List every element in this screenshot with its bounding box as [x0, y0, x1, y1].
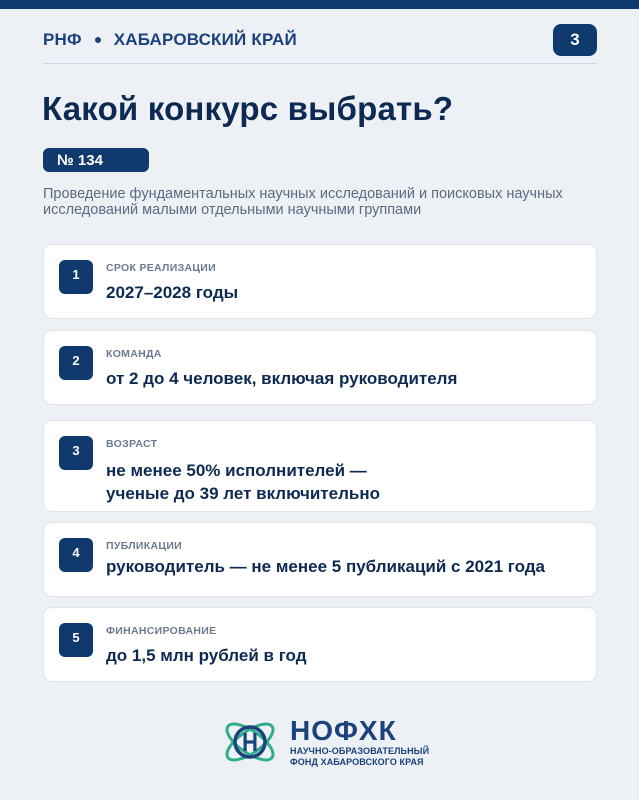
- card-value: не менее 50% исполнителей — ученые до 39 лет включительно: [106, 461, 380, 503]
- foundation-logo: [220, 712, 429, 772]
- card-publications: [43, 522, 597, 597]
- page-title: Какой конкурс выбрать?: [42, 90, 454, 127]
- card-value: руководитель — не менее 5 публикаций с 2021 года: [106, 557, 546, 576]
- logo-name: НОФХК: [290, 715, 397, 746]
- card-number: 1: [59, 260, 93, 294]
- top-accent-bar: [0, 0, 639, 9]
- card-funding: [43, 607, 597, 682]
- org-label: РНФ: [43, 30, 82, 49]
- card-value: до 1,5 млн рублей в год: [106, 646, 307, 665]
- card-number: 4: [59, 538, 93, 572]
- logo-subtitle-line2: ФОНД ХАБАРОВСКОГО КРАЯ: [290, 757, 424, 767]
- header: [43, 24, 597, 56]
- card-label: СРОК РЕАЛИЗАЦИИ: [106, 262, 216, 274]
- breadcrumb: [43, 30, 297, 50]
- card-label: ФИНАНСИРОВАНИЕ: [106, 625, 217, 637]
- header-divider: [43, 63, 597, 64]
- contest-description: Проведение фундаментальных научных исследований и поисковых научных исследований малыми отдельными научными группами: [43, 186, 563, 218]
- separator-dot: [95, 37, 101, 43]
- card-value: 2027–2028 годы: [106, 283, 239, 302]
- contest-number-badge: № 134: [43, 148, 149, 172]
- card-implementation-period: [43, 244, 597, 319]
- page-number-badge: 3: [553, 24, 597, 56]
- card-value: от 2 до 4 человек, включая руководителя: [106, 369, 458, 388]
- card-number: 2: [59, 346, 93, 380]
- card-label: ВОЗРАСТ: [106, 438, 158, 450]
- card-age: [43, 420, 597, 512]
- card-number: 3: [59, 436, 93, 470]
- atom-logo-icon: [220, 712, 280, 772]
- card-team: [43, 330, 597, 405]
- card-label: ПУБЛИКАЦИИ: [106, 540, 183, 552]
- card-number: 5: [59, 623, 93, 657]
- logo-subtitle-line1: НАУЧНО-ОБРАЗОВАТЕЛЬНЫЙ: [290, 746, 430, 756]
- card-label: КОМАНДА: [106, 348, 162, 360]
- region-label: ХАБАРОВСКИЙ КРАЙ: [113, 30, 297, 49]
